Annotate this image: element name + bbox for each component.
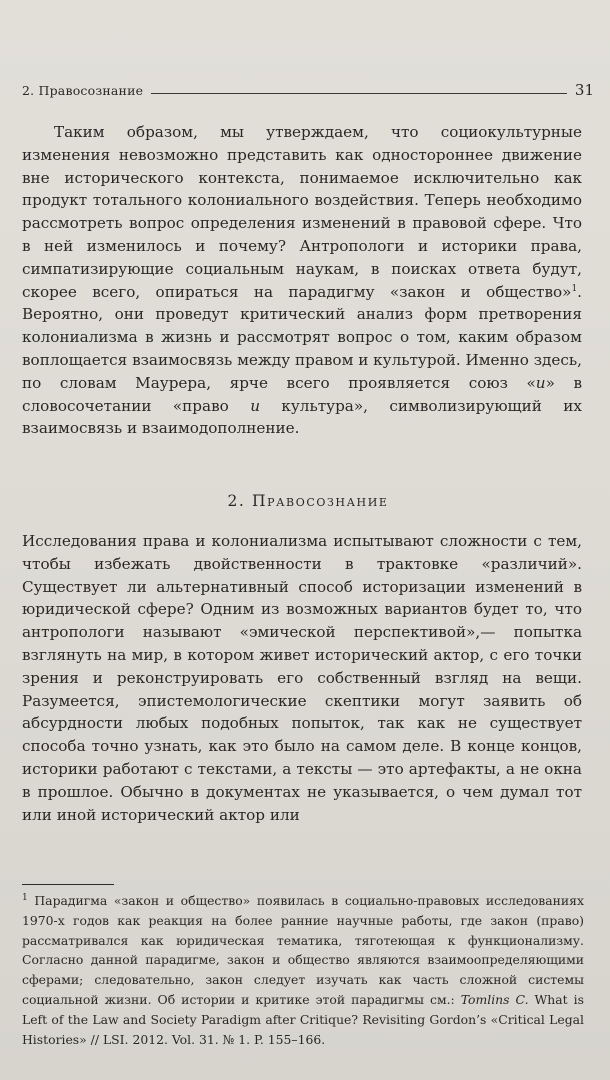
paragraph-text: Таким образом, мы утверждаем, что социокультурные изменения невозможно представить как одностороннее движение вне исторического контекста, понимаемое исключительно как продукт тотального колониального воздействия. Теперь необходимо рассмотреть вопрос определения изменений в правовой сфере. Что в ней изменилось и почему? Антропологи и историки права, симпатизирующие социальным наукам, в поисках ответа будут, скорее всего, опираться на парадигму «закон и общество»	[22, 123, 582, 301]
running-head-rule	[151, 93, 567, 94]
italic-word: и	[250, 396, 260, 415]
footnote-author: Tomlins C.	[460, 991, 529, 1007]
footnote-divider	[22, 884, 114, 885]
footnote-text: What is Left of the Law and Society Paradigm after Critique? Revisiting Gordon’s «Critical Legal Histories» // LSI. 2012. Vol. 31. № 1. P. 155–166.	[22, 991, 584, 1047]
paragraph-text: . Вероятно, они проведут критический анализ форм претворения колониализма в жизнь и рассмотрят вопрос о том, каким образом воплощается взаимосвязь между правом и культурой. Именно здесь, по словам Маурера, ярче всего проявляется союз «	[22, 282, 582, 392]
body-paragraph-2: Исследования права и колониализма испытывают сложности с тем, чтобы избежать двойственности в трактовке «различий». Существует ли альтернативный способ историзации изменений в юридической сфере? Одним из возможных вариантов будет то, что антропологи называют «эмической перспективой»,— попытка взглянуть на мир, в котором живет исторический актор, с его точки зрения и реконструировать его собственный взгляд на вещи. Разумеется, эпистемологические скептики могут заявить об абсурдности любых подобных попыток, так как не существует способа точно узнать, как это было на самом деле. В конце концов, историки работают с текстами, а тексты — это артефакты, а не окна в прошлое. Обычно в документах не указывается, о чем думал тот или иной исторический актор или	[22, 532, 582, 824]
running-head-title: 2. Правосознание	[22, 83, 144, 98]
italic-word: и	[535, 373, 546, 392]
paragraph-text: культура», символизирующий их взаимосвязь и взаимодополнение.	[22, 396, 582, 438]
footnote-mark: 1	[22, 892, 28, 903]
running-head	[22, 78, 594, 100]
footnote-reference: 1	[571, 283, 578, 294]
page-number: 31	[574, 81, 594, 99]
section-number: 2.	[227, 492, 252, 510]
footnote	[22, 891, 584, 1049]
paragraph-text: » в словосочетании «право	[22, 373, 583, 415]
body-paragraph-1	[22, 121, 582, 440]
section-title: Правосознание	[251, 492, 389, 510]
section-heading	[22, 492, 594, 510]
footnote-text: Парадигма «закон и общество» появилась в социально-правовых исследованиях 1970-х годов как реакция на более ранние научные работы, где закон (право) рассматривался как юридическая тематика, тяготеющая к функционализму. Согласно данной парадигме, закон и общество являются взаимоопределяющими сферами; следовательно, закон следует изучать как часть сложной системы социальной жизни. Об истории и критике этой парадигмы см.:	[22, 893, 584, 1007]
